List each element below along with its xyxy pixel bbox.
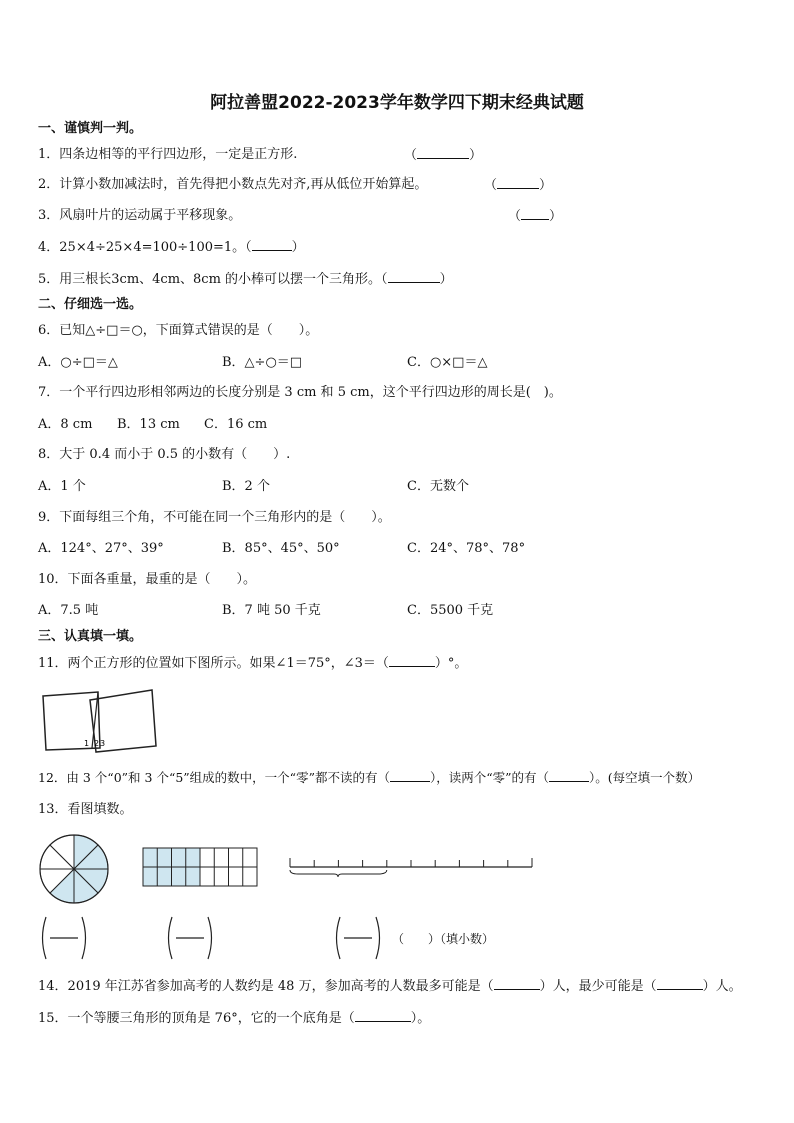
question-number: 1． (38, 147, 60, 162)
question-number: 7． (38, 385, 60, 400)
question-text: 由 3 个“0”和 3 个“5”组成的数中，一个“零”都不读的有（ (66, 770, 390, 785)
question-2 (38, 177, 427, 193)
question-text: 用三根长3cm、4cm、8cm 的小棒可以摆一个三角形。（ (59, 272, 388, 287)
angle-label-3: 3 (100, 739, 106, 748)
question-text: 下面每组三个角，不可能在同一个三角形内的是（ ）。 (59, 510, 391, 525)
question-number: 10． (38, 572, 68, 587)
question-number: 12． (38, 770, 67, 785)
question-text: 看图填数。 (67, 802, 133, 817)
question-text: 四条边相等的平行四边形，一定是正方形. (59, 147, 298, 162)
question-number: 3． (38, 208, 60, 223)
question-text: 一个等腰三角形的顶角是 76°，它的一个底角是（ (67, 1011, 355, 1026)
question-number: 15． (38, 1011, 68, 1026)
option-b[interactable]: B．13 cm (117, 417, 180, 432)
answer-bracket-2: （ ） (484, 178, 553, 193)
question-7 (38, 385, 562, 401)
grid-fraction-figure (142, 847, 258, 887)
question-text: 已知△÷□＝○，下面算式错误的是（ ）。 (59, 323, 319, 338)
fraction-answer-box-1[interactable] (38, 915, 90, 961)
page-title: 阿拉善盟2022-2023学年数学四下期末经典试题 (210, 93, 584, 113)
question-text: 风扇叶片的运动属于平移现象。 (59, 208, 242, 223)
question-text: 两个正方形的位置如下图所示。如果∠1＝75°，∠3＝（ (67, 656, 389, 671)
question-14: 14．2019 年江苏省参加高考的人数约是 48 万，参加高考的人数最多可能是（ ）人，最少可能是（ ）人。 (38, 979, 742, 994)
option-b[interactable]: B．△÷○＝□ (222, 355, 303, 370)
option-c[interactable]: C．无数个 (407, 479, 469, 494)
question-8 (38, 447, 290, 463)
question-15: 15．一个等腰三角形的顶角是 76°，它的一个底角是（ ）。 (38, 1011, 431, 1026)
question-13 (38, 802, 133, 818)
option-c[interactable]: C．5500 千克 (407, 603, 494, 618)
question-number: 6． (38, 323, 60, 338)
answer-blank[interactable] (252, 239, 292, 251)
square-left (43, 692, 100, 750)
question-text: 一个平行四边形相邻两边的长度分别是 3 cm 和 5 cm，这个平行四边形的周长是( )。 (59, 385, 562, 400)
question-6 (38, 323, 318, 339)
answer-blank[interactable] (494, 978, 540, 990)
option-c[interactable]: C．○×□＝△ (407, 355, 488, 370)
fraction-answer-box-2[interactable] (164, 915, 216, 961)
two-squares-figure (40, 688, 160, 758)
question-number: 5． (38, 272, 60, 287)
option-a[interactable]: A．8 cm (38, 417, 93, 432)
question-text: 大于 0.4 而小于 0.5 的小数有（ ）. (59, 447, 291, 462)
question-12: 12．由 3 个“0”和 3 个“5”组成的数中，一个“零”都不读的有（ ），读两个“零”的有（ ）。(每空填一个数） (38, 770, 701, 785)
option-a[interactable]: A．1 个 (38, 479, 86, 494)
decimal-answer-note[interactable]: （ ）（填小数） (392, 932, 495, 946)
answer-bracket-3: （ ） (508, 209, 563, 224)
question-number: 4． (38, 240, 60, 255)
brace (290, 870, 387, 877)
option-a[interactable]: A．7.5 吨 (38, 603, 99, 618)
answer-blank[interactable] (355, 1010, 411, 1022)
question-number: 8． (38, 447, 60, 462)
question-number: 14． (38, 979, 68, 994)
question-1 (38, 147, 297, 163)
answer-blank[interactable] (657, 978, 703, 990)
number-line-figure (288, 855, 534, 879)
section-heading-1: 一、谨慎判一判。 (38, 121, 143, 136)
option-a[interactable]: A．○÷□＝△ (38, 355, 118, 370)
answer-blank[interactable] (521, 208, 549, 220)
question-number: 2． (38, 177, 60, 192)
question-text: 计算小数加减法时，首先得把小数点先对齐,再从低位开始算起。 (59, 177, 428, 192)
question-number: 13． (38, 802, 68, 817)
question-number: 11． (38, 656, 68, 671)
question-text: 25×4÷25×4=100÷100=1。（ (59, 240, 252, 255)
option-c[interactable]: C．16 cm (204, 417, 268, 432)
option-a[interactable]: A．124°、27°、39° (38, 541, 164, 556)
question-11: 11．两个正方形的位置如下图所示。如果∠1＝75°，∠3＝（ ）°。 (38, 656, 468, 671)
question-5: 5．用三根长3cm、4cm、8cm 的小棒可以摆一个三角形。（ ） (38, 272, 453, 287)
question-10 (38, 572, 256, 588)
question-text: 下面各重量，最重的是（ ）。 (67, 572, 257, 587)
section-heading-3: 三、认真填一填。 (38, 629, 143, 644)
answer-blank[interactable] (390, 770, 430, 782)
question-3 (38, 208, 241, 224)
angle-label-1: 1 (84, 739, 90, 748)
option-c[interactable]: C．24°、78°、78° (407, 541, 526, 556)
answer-blank[interactable] (417, 147, 469, 159)
option-b[interactable]: B．7 吨 50 千克 (222, 603, 321, 618)
section-heading-2: 二、仔细选一选。 (38, 297, 143, 312)
question-4: 4．25×4÷25×4=100÷100=1。（ ） (38, 240, 305, 255)
angle-label-2: 2 (94, 739, 100, 748)
option-b[interactable]: B．2 个 (222, 479, 270, 494)
answer-blank[interactable] (389, 655, 435, 667)
answer-blank[interactable] (549, 770, 589, 782)
answer-bracket-1: （ ） (404, 148, 483, 163)
answer-blank[interactable] (497, 177, 539, 189)
fraction-answer-box-3[interactable] (332, 915, 384, 961)
question-text: 2019 年江苏省参加高考的人数约是 48 万，参加高考的人数最多可能是（ (67, 979, 494, 994)
answer-blank[interactable] (388, 271, 440, 283)
option-b[interactable]: B．85°、45°、50° (222, 541, 340, 556)
question-number: 9． (38, 510, 60, 525)
circle-fraction-figure (38, 833, 110, 905)
question-9 (38, 510, 391, 526)
